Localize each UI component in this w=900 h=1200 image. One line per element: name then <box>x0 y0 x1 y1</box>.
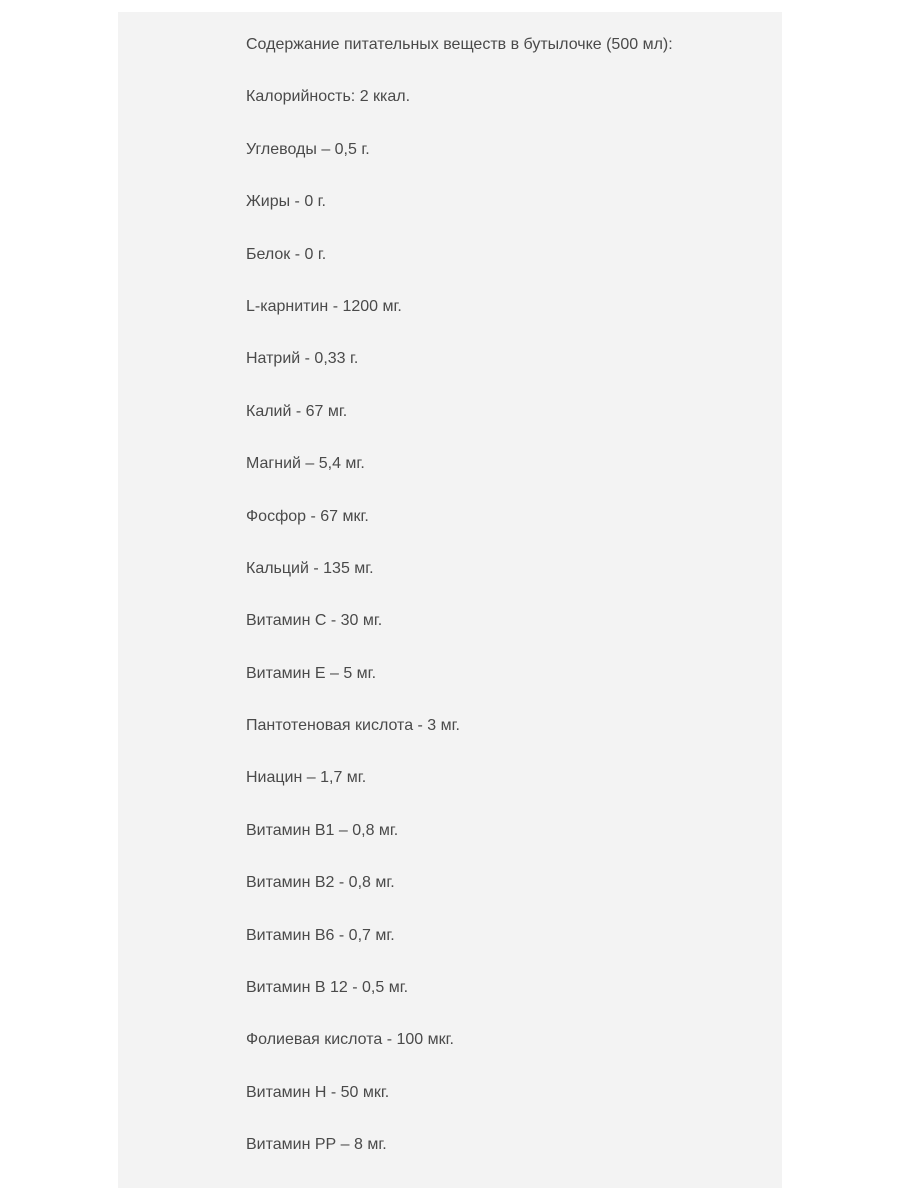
nutrient-calcium: Кальций - 135 мг. <box>246 559 374 577</box>
nutrient-protein: Белок - 0 г. <box>246 245 327 263</box>
nutrient-folic-acid: Фолиевая кислота - 100 мкг. <box>246 1031 454 1049</box>
nutrient-fats: Жиры - 0 г. <box>246 193 326 211</box>
nutrient-vitamin-b1: Витамин В1 – 0,8 мг. <box>246 821 399 839</box>
nutrition-content <box>246 34 766 1187</box>
nutrient-potassium: Калий - 67 мг. <box>246 402 348 420</box>
nutrient-vitamin-c: Витамин С - 30 мг. <box>246 612 383 630</box>
nutrient-niacin: Ниацин – 1,7 мг. <box>246 769 367 787</box>
nutrient-carbohydrates: Углеводы – 0,5 г. <box>246 140 370 158</box>
nutrient-vitamin-h: Витамин Н - 50 мкг. <box>246 1083 390 1101</box>
nutrition-list <box>246 86 766 1186</box>
nutrition-panel <box>118 12 782 1188</box>
nutrient-pantothenic-acid: Пантотеновая кислота - 3 мг. <box>246 717 460 735</box>
nutrient-sodium: Натрий - 0,33 г. <box>246 350 359 368</box>
nutrient-vitamin-b12: Витамин В 12 - 0,5 мг. <box>246 979 409 997</box>
nutrient-magnesium: Магний – 5,4 мг. <box>246 455 365 473</box>
nutrient-calories: Калорийность: 2 ккал. <box>246 88 411 106</box>
nutrient-vitamin-pp: Витамин РР – 8 мг. <box>246 1136 387 1154</box>
nutrient-l-carnitine: L-карнитин - 1200 мг. <box>246 297 402 315</box>
nutrient-vitamin-b2: Витамин В2 - 0,8 мг. <box>246 874 395 892</box>
nutrition-heading: Содержание питательных веществ в бутылочке (500 мл): <box>246 36 673 53</box>
nutrient-vitamin-e: Витамин Е – 5 мг. <box>246 664 377 682</box>
nutrient-vitamin-b6: Витамин В6 - 0,7 мг. <box>246 926 395 944</box>
nutrient-phosphorus: Фосфор - 67 мкг. <box>246 507 369 525</box>
